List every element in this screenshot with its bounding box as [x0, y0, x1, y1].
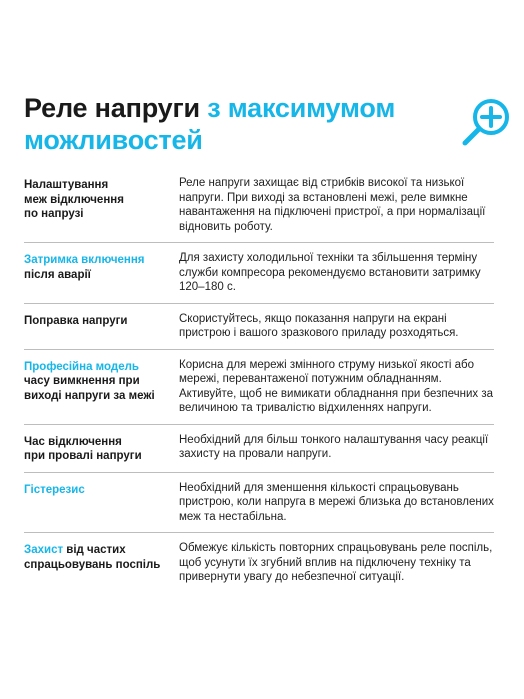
- row-divider: [24, 472, 494, 473]
- settings-row: [24, 541, 494, 585]
- settings-row: [24, 176, 494, 234]
- settings-row: [24, 312, 494, 341]
- setting-label-line: [24, 193, 179, 208]
- setting-label: [24, 251, 179, 282]
- setting-description: Для захисту холодильної техніки та збільшення терміну служби компресора рекомендуємо встановити затримку 120–180 с.: [179, 252, 481, 293]
- row-divider: [24, 242, 494, 243]
- setting-label-line: [24, 314, 179, 329]
- title-part-2: з максимумом: [207, 93, 396, 123]
- setting-label-text: меж відключення: [24, 193, 124, 206]
- setting-label-line: [24, 435, 179, 450]
- setting-label-text: від частих: [63, 544, 126, 556]
- setting-label: [24, 481, 179, 498]
- setting-label-line: [24, 558, 179, 573]
- title-part-3: можливостей: [24, 125, 203, 155]
- setting-label-line: [24, 178, 179, 193]
- settings-row: [24, 481, 494, 525]
- title-part-1: Реле напруги: [24, 93, 208, 123]
- page-title: [24, 92, 395, 156]
- row-divider: [24, 532, 494, 533]
- setting-label-text: по напрузі: [24, 208, 84, 220]
- setting-description: Корисна для мережі змінного струму низької якості або мережі, перевантаженої потужним обладнанням. Активуйте, щоб не вимикати обладнання при безпечних за величиною та тривалістю відхиленнях напруги.: [179, 358, 493, 414]
- setting-label-text: після аварії: [24, 268, 91, 281]
- setting-description: Скористуйтесь, якщо показання напруги на екрані пристрою і вашого зразкового приладу розходяться.: [179, 312, 459, 339]
- setting-label-text: Налаштування: [24, 179, 109, 191]
- setting-label-line: [24, 268, 179, 283]
- setting-description: Реле напруги захищає від стрибків високої та низької напруги. При виході за встановлені межі, реле вимкне навантаження на підключені пристрої, а при нормалізації відновить роботу.: [179, 177, 486, 233]
- setting-label-text: спрацьовувань поспіль: [24, 558, 161, 571]
- setting-label: [24, 312, 179, 329]
- row-divider: [24, 303, 494, 304]
- zoom-in-icon: [460, 96, 512, 148]
- setting-label-highlight: Затримка включення: [24, 254, 145, 266]
- settings-row: [24, 358, 494, 416]
- setting-description: Обмежує кількість повторних спрацьовувань реле поспіль, щоб усунути їх згубний вплив на підключену техніку та привернути увагу до небезпечної ситуації.: [179, 542, 493, 583]
- settings-row: [24, 251, 494, 295]
- setting-label: [24, 541, 179, 572]
- setting-label: [24, 358, 179, 404]
- setting-label-highlight: Захист: [24, 544, 64, 556]
- setting-label: [24, 176, 179, 222]
- setting-label-highlight: Професійна модель: [24, 360, 139, 373]
- setting-label-line: [24, 253, 179, 268]
- setting-label-text: Поправка напруги: [24, 314, 128, 327]
- setting-label-line: [24, 543, 179, 558]
- setting-description: Необхідний для більш тонкого налаштування часу реакції захисту на провали напруги.: [179, 433, 489, 460]
- setting-label: [24, 433, 179, 464]
- setting-label-line: [24, 374, 179, 389]
- settings-row: [24, 433, 494, 464]
- setting-label-text: виході напруги за межі: [24, 389, 155, 402]
- setting-label-line: [24, 449, 179, 464]
- row-divider: [24, 349, 494, 350]
- setting-label-line: [24, 207, 179, 222]
- settings-list: [24, 176, 494, 585]
- setting-label-line: [24, 389, 179, 404]
- setting-label-text: Час відключення: [24, 435, 122, 448]
- setting-label-text: часу вимкнення при: [24, 375, 140, 387]
- setting-label-line: [24, 483, 179, 498]
- setting-label-line: [24, 360, 179, 375]
- row-divider: [24, 424, 494, 425]
- setting-label-text: при провалі напруги: [24, 450, 142, 462]
- setting-label-highlight: Гістерезис: [24, 483, 85, 496]
- setting-description: Необхідний для зменшення кількості спрацьовувань пристрою, коли напруга в мережі близька до встановлених меж та нестабільна.: [179, 481, 494, 523]
